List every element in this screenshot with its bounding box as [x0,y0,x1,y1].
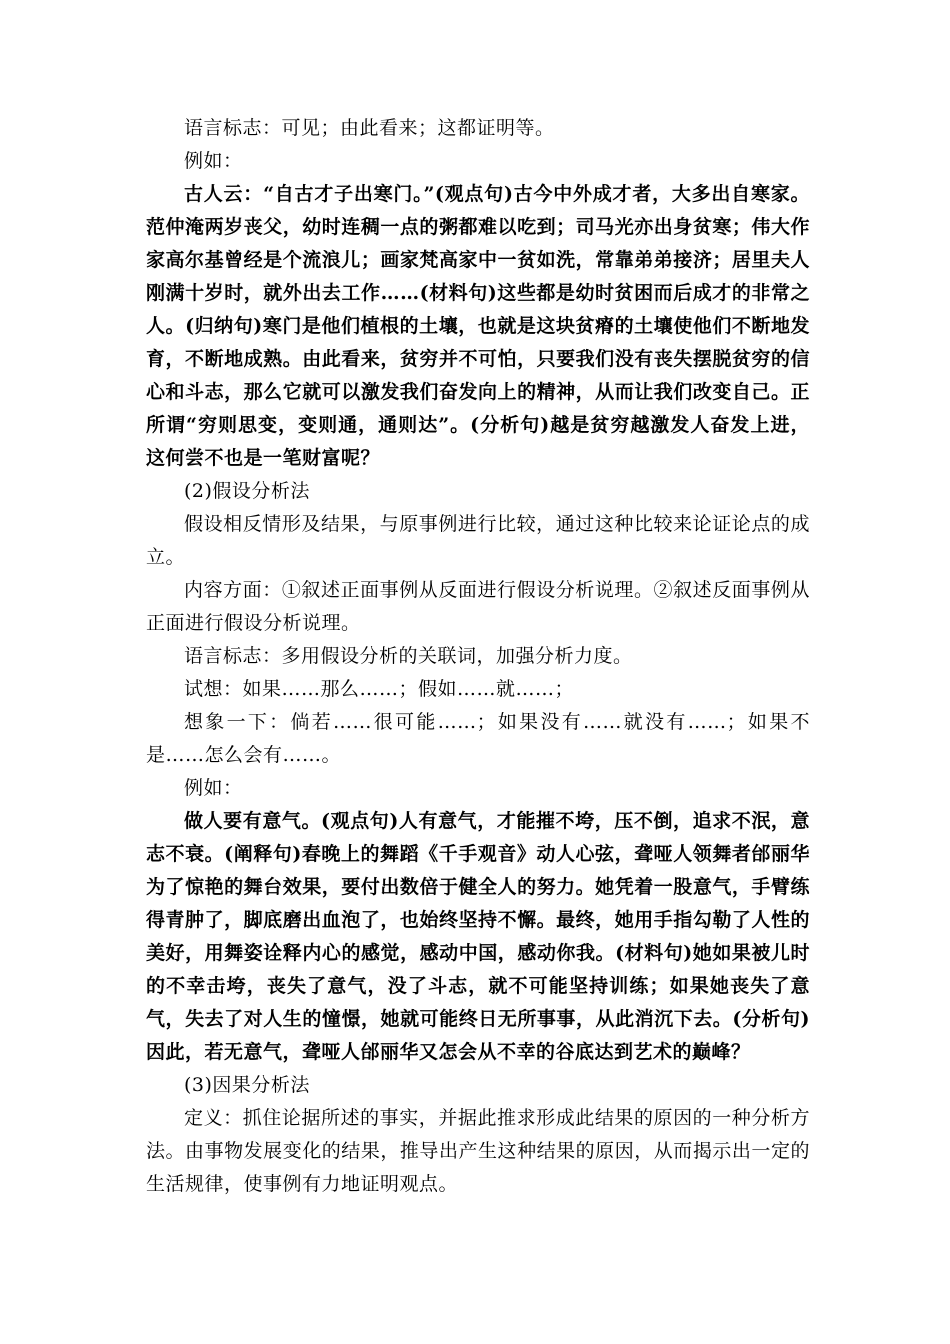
hypothesis-example-phrases-1: 试想：如果……那么……；假如……就……； [184,678,575,700]
section-heading-causal: (3)因果分析法 [184,1074,310,1096]
language-marker-paragraph: 语言标志：可见；由此看来；这都证明等。 [184,117,555,139]
hypothesis-definition: 假设相反情形及结果，与原事例进行比较，通过这种比较来论证论点的成立。 [146,513,810,568]
document-page [146,112,810,1201]
hypothesis-content: 内容方面：①叙述正面事例从反面进行假设分析说理。②叙述反面事例从正面进行假设分析说理。 [146,579,810,634]
example-label: 例如： [184,150,243,172]
hypothesis-language-marker: 语言标志：多用假设分析的关联词，加强分析力度。 [184,645,633,667]
causal-definition: 定义：抓住论据所述的事实，并据此推求形成此结果的原因的一种分析方法。由事物发展变化的结果，推导出产生这种结果的原因，从而揭示出一定的生活规律，使事例有力地证明观点。 [146,1107,810,1195]
example-label-2: 例如： [184,777,243,799]
example-essay-poverty: 古人云：“自古才子出寒门。”(观点句)古今中外成才者，大多出自寒家。范仲淹两岁丧父，幼时连稠一点的粥都难以吃到；司马光亦出身贫寒；伟大作家高尔基曾经是个流浪儿；画家梵高家中一贫如洗，常靠弟弟接济；居里夫人刚满十岁时，就外出去工作……(材料句)这些都是幼时贫困而后成才的非常之人。(归纳句)寒门是他们植根的土壤，也就是这块贫瘠的土壤使他们不断地发育，不断地成熟。由此看来，贫穷并不可怕，只要我们没有丧失摆脱贫穷的信心和斗志，那么它就可以激发我们奋发向上的精神，从而让我们改变自己。正所谓“穷则思变，变则通，通则达”。(分析句)越是贫穷越激发人奋发上进，这何尝不也是一笔财富呢？ [146,183,810,469]
section-heading-hypothesis: (2)假设分析法 [184,480,310,502]
hypothesis-example-phrases-2: 想象一下：倘若……很可能……；如果没有……就没有……；如果不是……怎么会有……。 [146,711,810,766]
example-essay-spirit: 做人要有意气。(观点句)人有意气，才能摧不垮，压不倒，追求不泯，意志不衰。(阐释句)春晚上的舞蹈《千手观音》动人心弦，聋哑人领舞者邰丽华为了惊艳的舞台效果，要付出数倍于健全人的努力。她凭着一股意气，手臂练得青肿了，脚底磨出血泡了，也始终坚持不懈。最终，她用手指勾勒了人性的美好，用舞姿诠释内心的感觉，感动中国，感动你我。(材料句)她如果被儿时的不幸击垮，丧失了意气，没了斗志，就不可能坚持训练；如果她丧失了意气，失去了对人生的憧憬，她就可能终日无所事事，从此消沉下去。(分析句)因此，若无意气，聋哑人邰丽华又怎会从不幸的谷底达到艺术的巅峰？ [146,810,810,1063]
